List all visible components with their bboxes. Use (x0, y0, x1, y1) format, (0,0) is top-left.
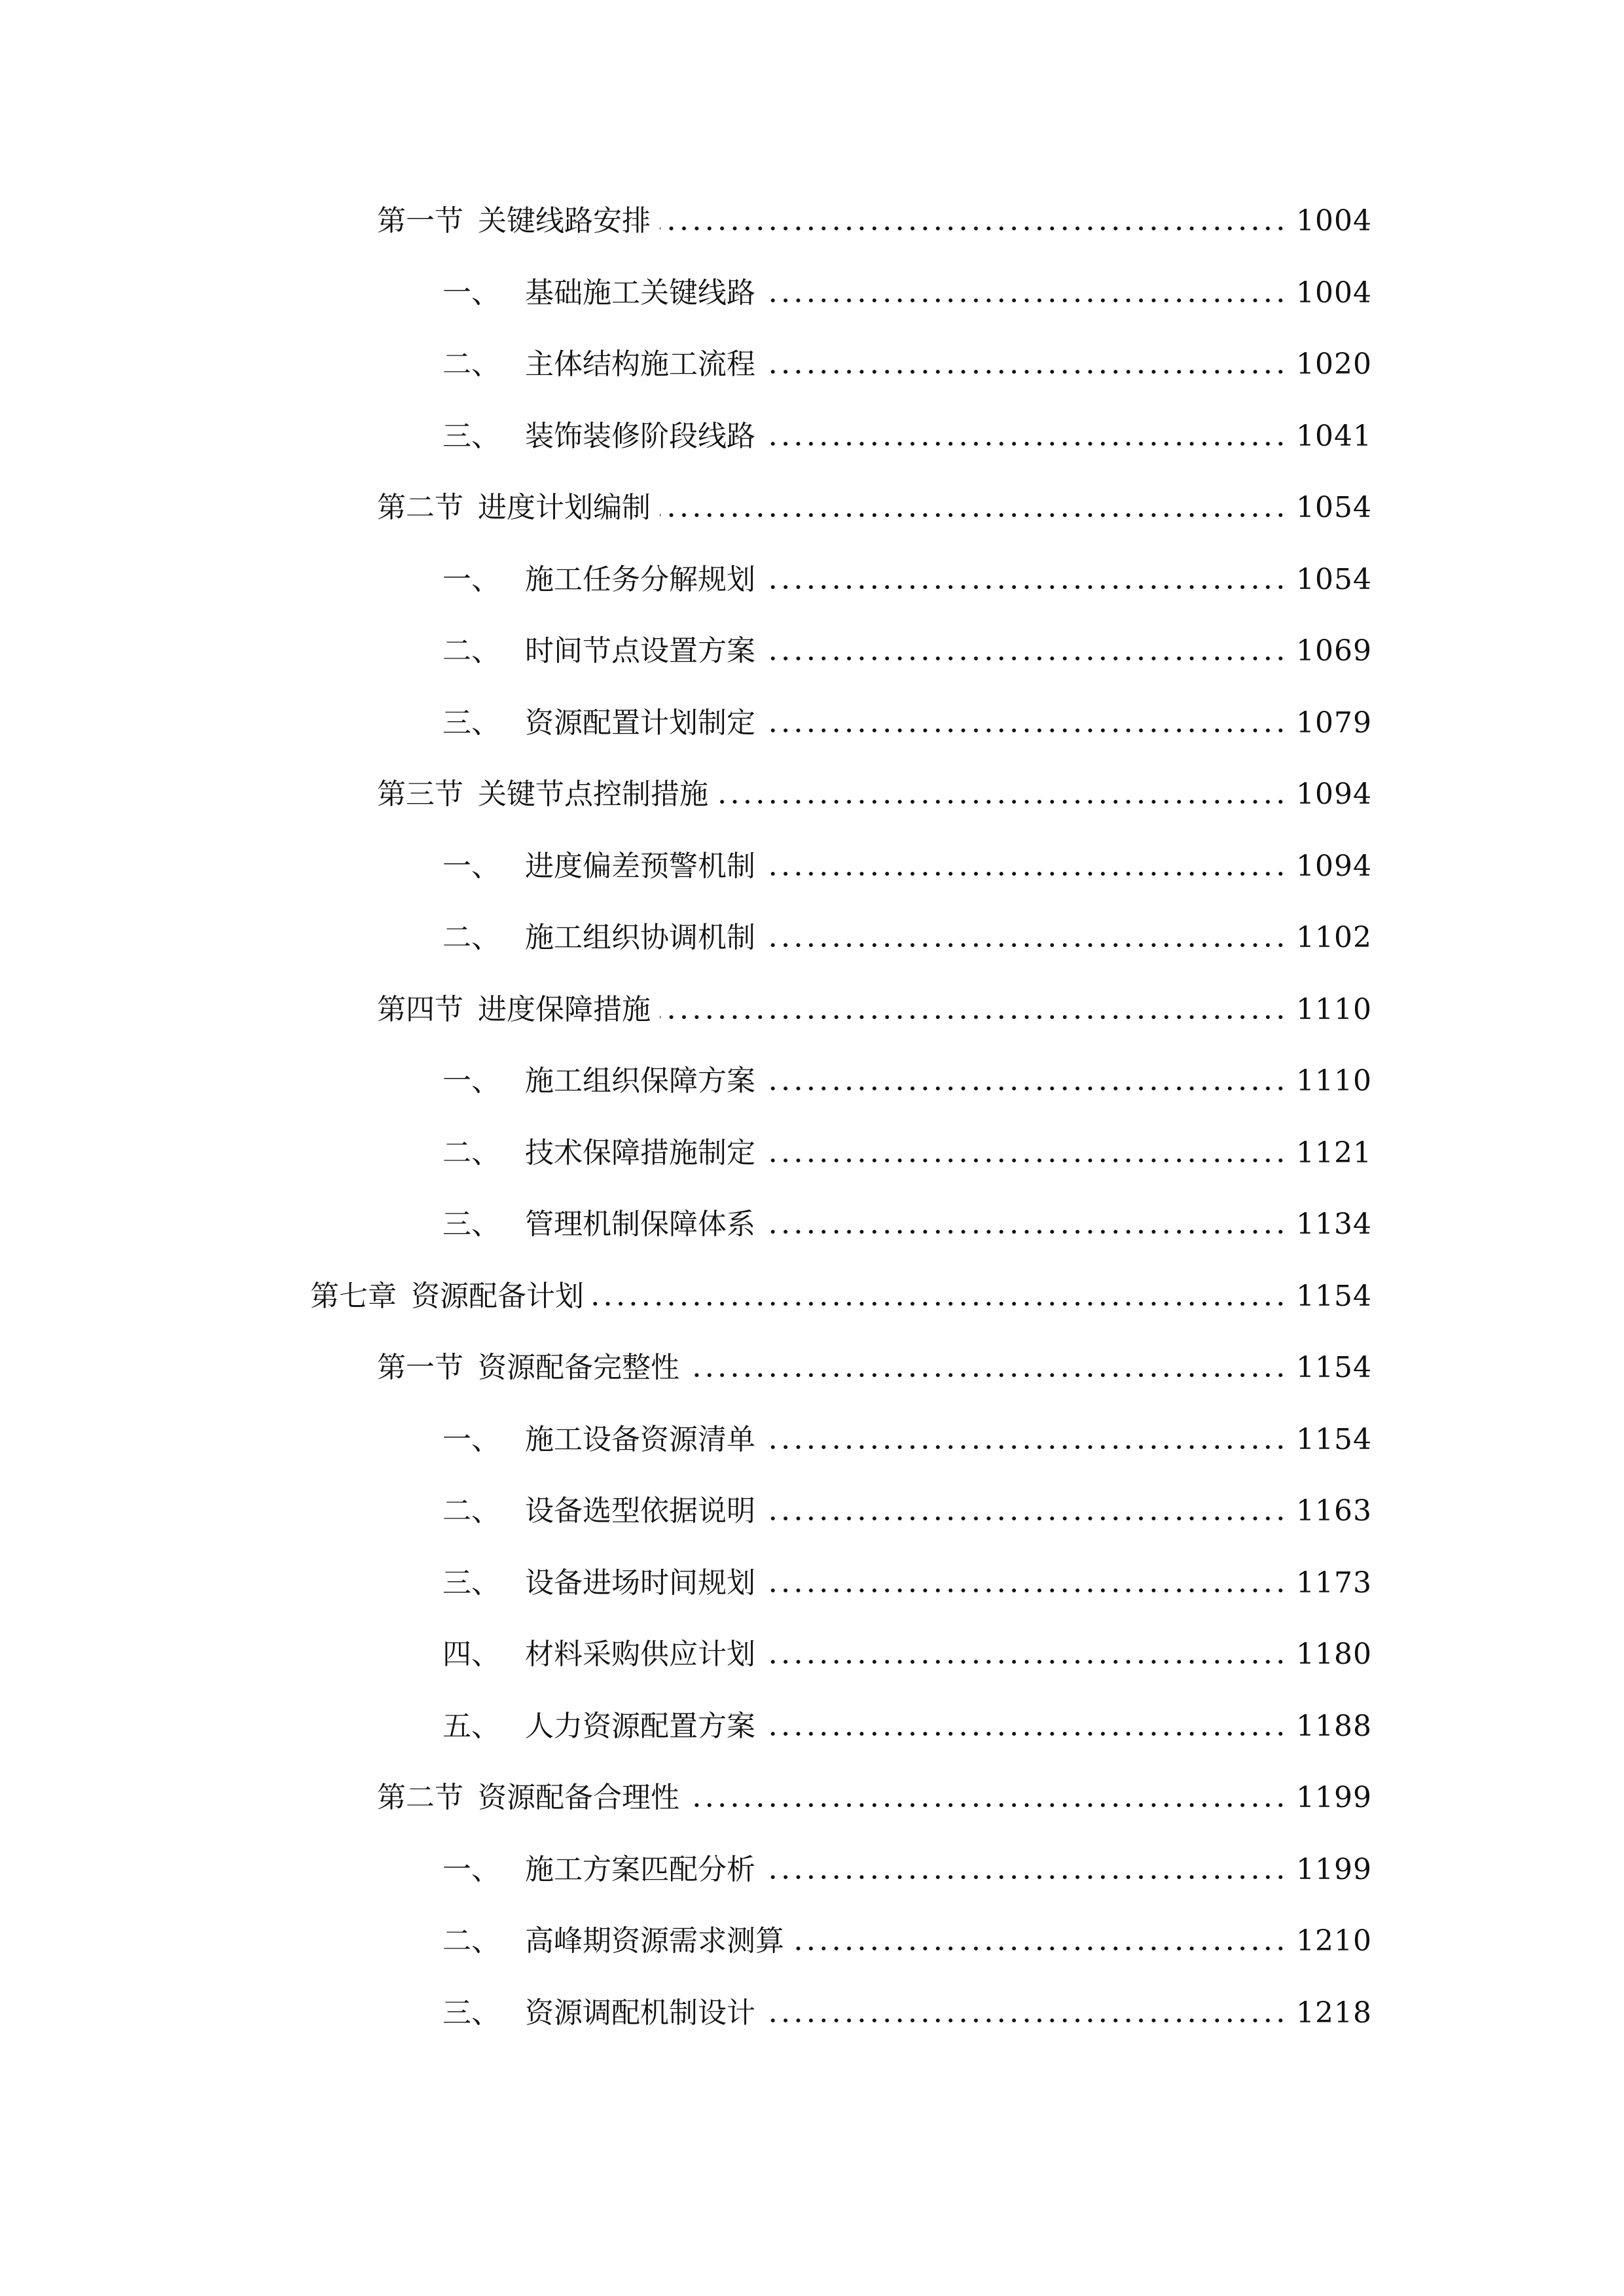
toc-dot-leader (765, 1444, 1287, 1450)
toc-entry-title: 关键节点控制措施 (478, 778, 708, 811)
toc-entry-title: 材料采购供应计划 (525, 1638, 755, 1671)
toc-entry[interactable] (442, 1408, 1372, 1454)
toc-entry-title: 施工方案匹配分析 (525, 1852, 755, 1886)
toc-entry-page-number: 1154 (1296, 1279, 1372, 1313)
toc-dot-leader (765, 1515, 1287, 1522)
toc-entry-number: 二、 (442, 1924, 500, 1958)
toc-entry-title: 基础施工关键线路 (525, 276, 755, 310)
toc-entry-number: 一、 (442, 1064, 500, 1098)
toc-entry[interactable] (442, 1050, 1372, 1096)
toc-dot-leader (765, 2017, 1287, 2024)
toc-entry-page-number: 1210 (1296, 1924, 1372, 1958)
toc-dot-leader (689, 1802, 1287, 1808)
toc-entry[interactable] (442, 333, 1372, 379)
toc-entry-page-number: 1094 (1296, 849, 1372, 883)
toc-entry-number: 二、 (442, 921, 500, 954)
toc-entry[interactable] (442, 692, 1372, 738)
toc-entry[interactable] (442, 262, 1372, 308)
toc-entry-number: 五、 (442, 1709, 500, 1743)
toc-entry[interactable] (442, 1623, 1372, 1669)
toc-entry[interactable] (377, 190, 1372, 236)
toc-entry-page-number: 1121 (1296, 1136, 1372, 1170)
toc-entry-title: 人力资源配置方案 (525, 1709, 755, 1743)
toc-entry-number: 第二节 (377, 491, 463, 524)
toc-entry[interactable] (377, 476, 1372, 522)
toc-dot-leader (765, 1587, 1287, 1594)
toc-entry-title: 技术保障措施制定 (525, 1136, 755, 1170)
toc-entry[interactable] (442, 906, 1372, 952)
toc-entry-number: 一、 (442, 1422, 500, 1456)
toc-entry-title: 关键线路安排 (478, 204, 651, 238)
toc-entry-page-number: 1218 (1296, 1996, 1372, 2030)
toc-entry-number: 二、 (442, 1136, 500, 1170)
toc-entry-page-number: 1180 (1296, 1638, 1372, 1671)
toc-entry-number: 第一节 (377, 204, 463, 238)
toc-entry[interactable] (377, 1767, 1372, 1812)
toc-dot-leader (765, 1085, 1287, 1092)
toc-entry-title: 资源配备计划 (411, 1279, 584, 1313)
toc-entry-page-number: 1110 (1296, 992, 1372, 1026)
toc-entry-page-number: 1004 (1296, 204, 1372, 238)
toc-entry[interactable] (442, 1695, 1372, 1741)
toc-entry-page-number: 1041 (1296, 419, 1372, 453)
toc-entry-title: 设备进场时间规划 (525, 1566, 755, 1600)
toc-dot-leader (765, 1157, 1287, 1164)
toc-entry-title: 施工设备资源清单 (525, 1422, 755, 1456)
toc-dot-leader (689, 1372, 1287, 1378)
toc-entry[interactable] (442, 1839, 1372, 1884)
toc-entry-page-number: 1163 (1296, 1494, 1372, 1528)
toc-entry-title: 资源配置计划制定 (525, 706, 755, 740)
toc-entry-page-number: 1199 (1296, 1852, 1372, 1886)
toc-entry-page-number: 1054 (1296, 491, 1372, 524)
toc-dot-leader (765, 1874, 1287, 1880)
toc-dot-leader (765, 584, 1287, 590)
toc-entry-number: 第二节 (377, 1781, 463, 1814)
toc-entry-page-number: 1079 (1296, 706, 1372, 740)
toc-dot-leader (765, 1229, 1287, 1235)
toc-entry-page-number: 1102 (1296, 921, 1372, 954)
toc-entry-number: 一、 (442, 849, 500, 883)
toc-entry-number: 三、 (442, 419, 500, 453)
toc-entry[interactable] (377, 763, 1372, 809)
toc-entry-page-number: 1004 (1296, 276, 1372, 310)
toc-dot-leader (765, 870, 1287, 877)
toc-entry-number: 第三节 (377, 778, 463, 811)
toc-entry-title: 资源调配机制设计 (525, 1996, 755, 2030)
toc-entry-number: 一、 (442, 1852, 500, 1886)
toc-entry-number: 三、 (442, 706, 500, 740)
toc-entry[interactable] (377, 1336, 1372, 1382)
toc-entry-page-number: 1154 (1296, 1351, 1372, 1384)
toc-entry-title: 资源配备完整性 (478, 1351, 679, 1384)
toc-entry-title: 施工组织保障方案 (525, 1064, 755, 1098)
toc-entry[interactable] (442, 548, 1372, 594)
toc-entry-title: 高峰期资源需求测算 (525, 1924, 784, 1958)
toc-dot-leader (765, 297, 1287, 304)
toc-dot-leader (660, 225, 1287, 232)
toc-entry-title: 施工组织协调机制 (525, 921, 755, 954)
toc-dot-leader (765, 440, 1287, 447)
toc-entry[interactable] (377, 978, 1372, 1024)
toc-entry-title: 施工任务分解规划 (525, 562, 755, 596)
toc-entry[interactable] (442, 620, 1372, 666)
toc-entry[interactable] (442, 1910, 1372, 1956)
toc-entry-number: 第七章 (310, 1279, 397, 1313)
toc-entry-number: 一、 (442, 562, 500, 596)
toc-entry-number: 二、 (442, 1494, 500, 1528)
toc-dot-leader (765, 727, 1287, 734)
toc-entry-number: 三、 (442, 1208, 500, 1241)
toc-entry[interactable] (310, 1265, 1372, 1311)
toc-entry[interactable] (442, 405, 1372, 451)
toc-entry-page-number: 1054 (1296, 562, 1372, 596)
toc-entry-number: 一、 (442, 276, 500, 310)
toc-entry-page-number: 1199 (1296, 1781, 1372, 1814)
toc-entry-title: 管理机制保障体系 (525, 1208, 755, 1241)
toc-entry-title: 进度计划编制 (478, 491, 651, 524)
toc-dot-leader (793, 1945, 1287, 1952)
toc-dot-leader (765, 942, 1287, 948)
toc-entry-title: 主体结构施工流程 (525, 348, 755, 381)
toc-entry-title: 资源配备合理性 (478, 1781, 679, 1814)
toc-entry-number: 二、 (442, 348, 500, 381)
toc-entry-title: 时间节点设置方案 (525, 634, 755, 668)
toc-entry-title: 装饰装修阶段线路 (525, 419, 755, 453)
toc-entry-page-number: 1069 (1296, 634, 1372, 668)
toc-entry-number: 四、 (442, 1638, 500, 1671)
toc-entry[interactable] (442, 835, 1372, 881)
toc-dot-leader (717, 798, 1287, 805)
toc-entry-page-number: 1020 (1296, 348, 1372, 381)
toc-entry[interactable] (442, 1122, 1372, 1168)
toc-entry-page-number: 1110 (1296, 1064, 1372, 1098)
toc-entry-page-number: 1134 (1296, 1208, 1372, 1241)
toc-dot-leader (765, 1659, 1287, 1665)
toc-entry[interactable] (442, 1552, 1372, 1598)
toc-entry-number: 第四节 (377, 992, 463, 1026)
toc-entry-title: 设备选型依据说明 (525, 1494, 755, 1528)
toc-entry-page-number: 1173 (1296, 1566, 1372, 1600)
toc-dot-leader (765, 368, 1287, 375)
toc-entry[interactable] (442, 1982, 1372, 2028)
toc-entry-number: 第一节 (377, 1351, 463, 1384)
toc-dot-leader (660, 512, 1287, 518)
toc-dot-leader (765, 1731, 1287, 1737)
toc-entry-page-number: 1188 (1296, 1709, 1372, 1743)
toc-entry-number: 二、 (442, 634, 500, 668)
toc-entry-title: 进度偏差预警机制 (525, 849, 755, 883)
toc-entry-number: 三、 (442, 1566, 500, 1600)
toc-dot-leader (765, 655, 1287, 662)
toc-entry-title: 进度保障措施 (478, 992, 651, 1026)
toc-entry-page-number: 1154 (1296, 1422, 1372, 1456)
toc-entry-page-number: 1094 (1296, 778, 1372, 811)
toc-entry[interactable] (442, 1480, 1372, 1526)
toc-entry-number: 三、 (442, 1996, 500, 2030)
toc-dot-leader (593, 1300, 1287, 1307)
toc-entry[interactable] (442, 1193, 1372, 1239)
toc-dot-leader (660, 1014, 1287, 1020)
